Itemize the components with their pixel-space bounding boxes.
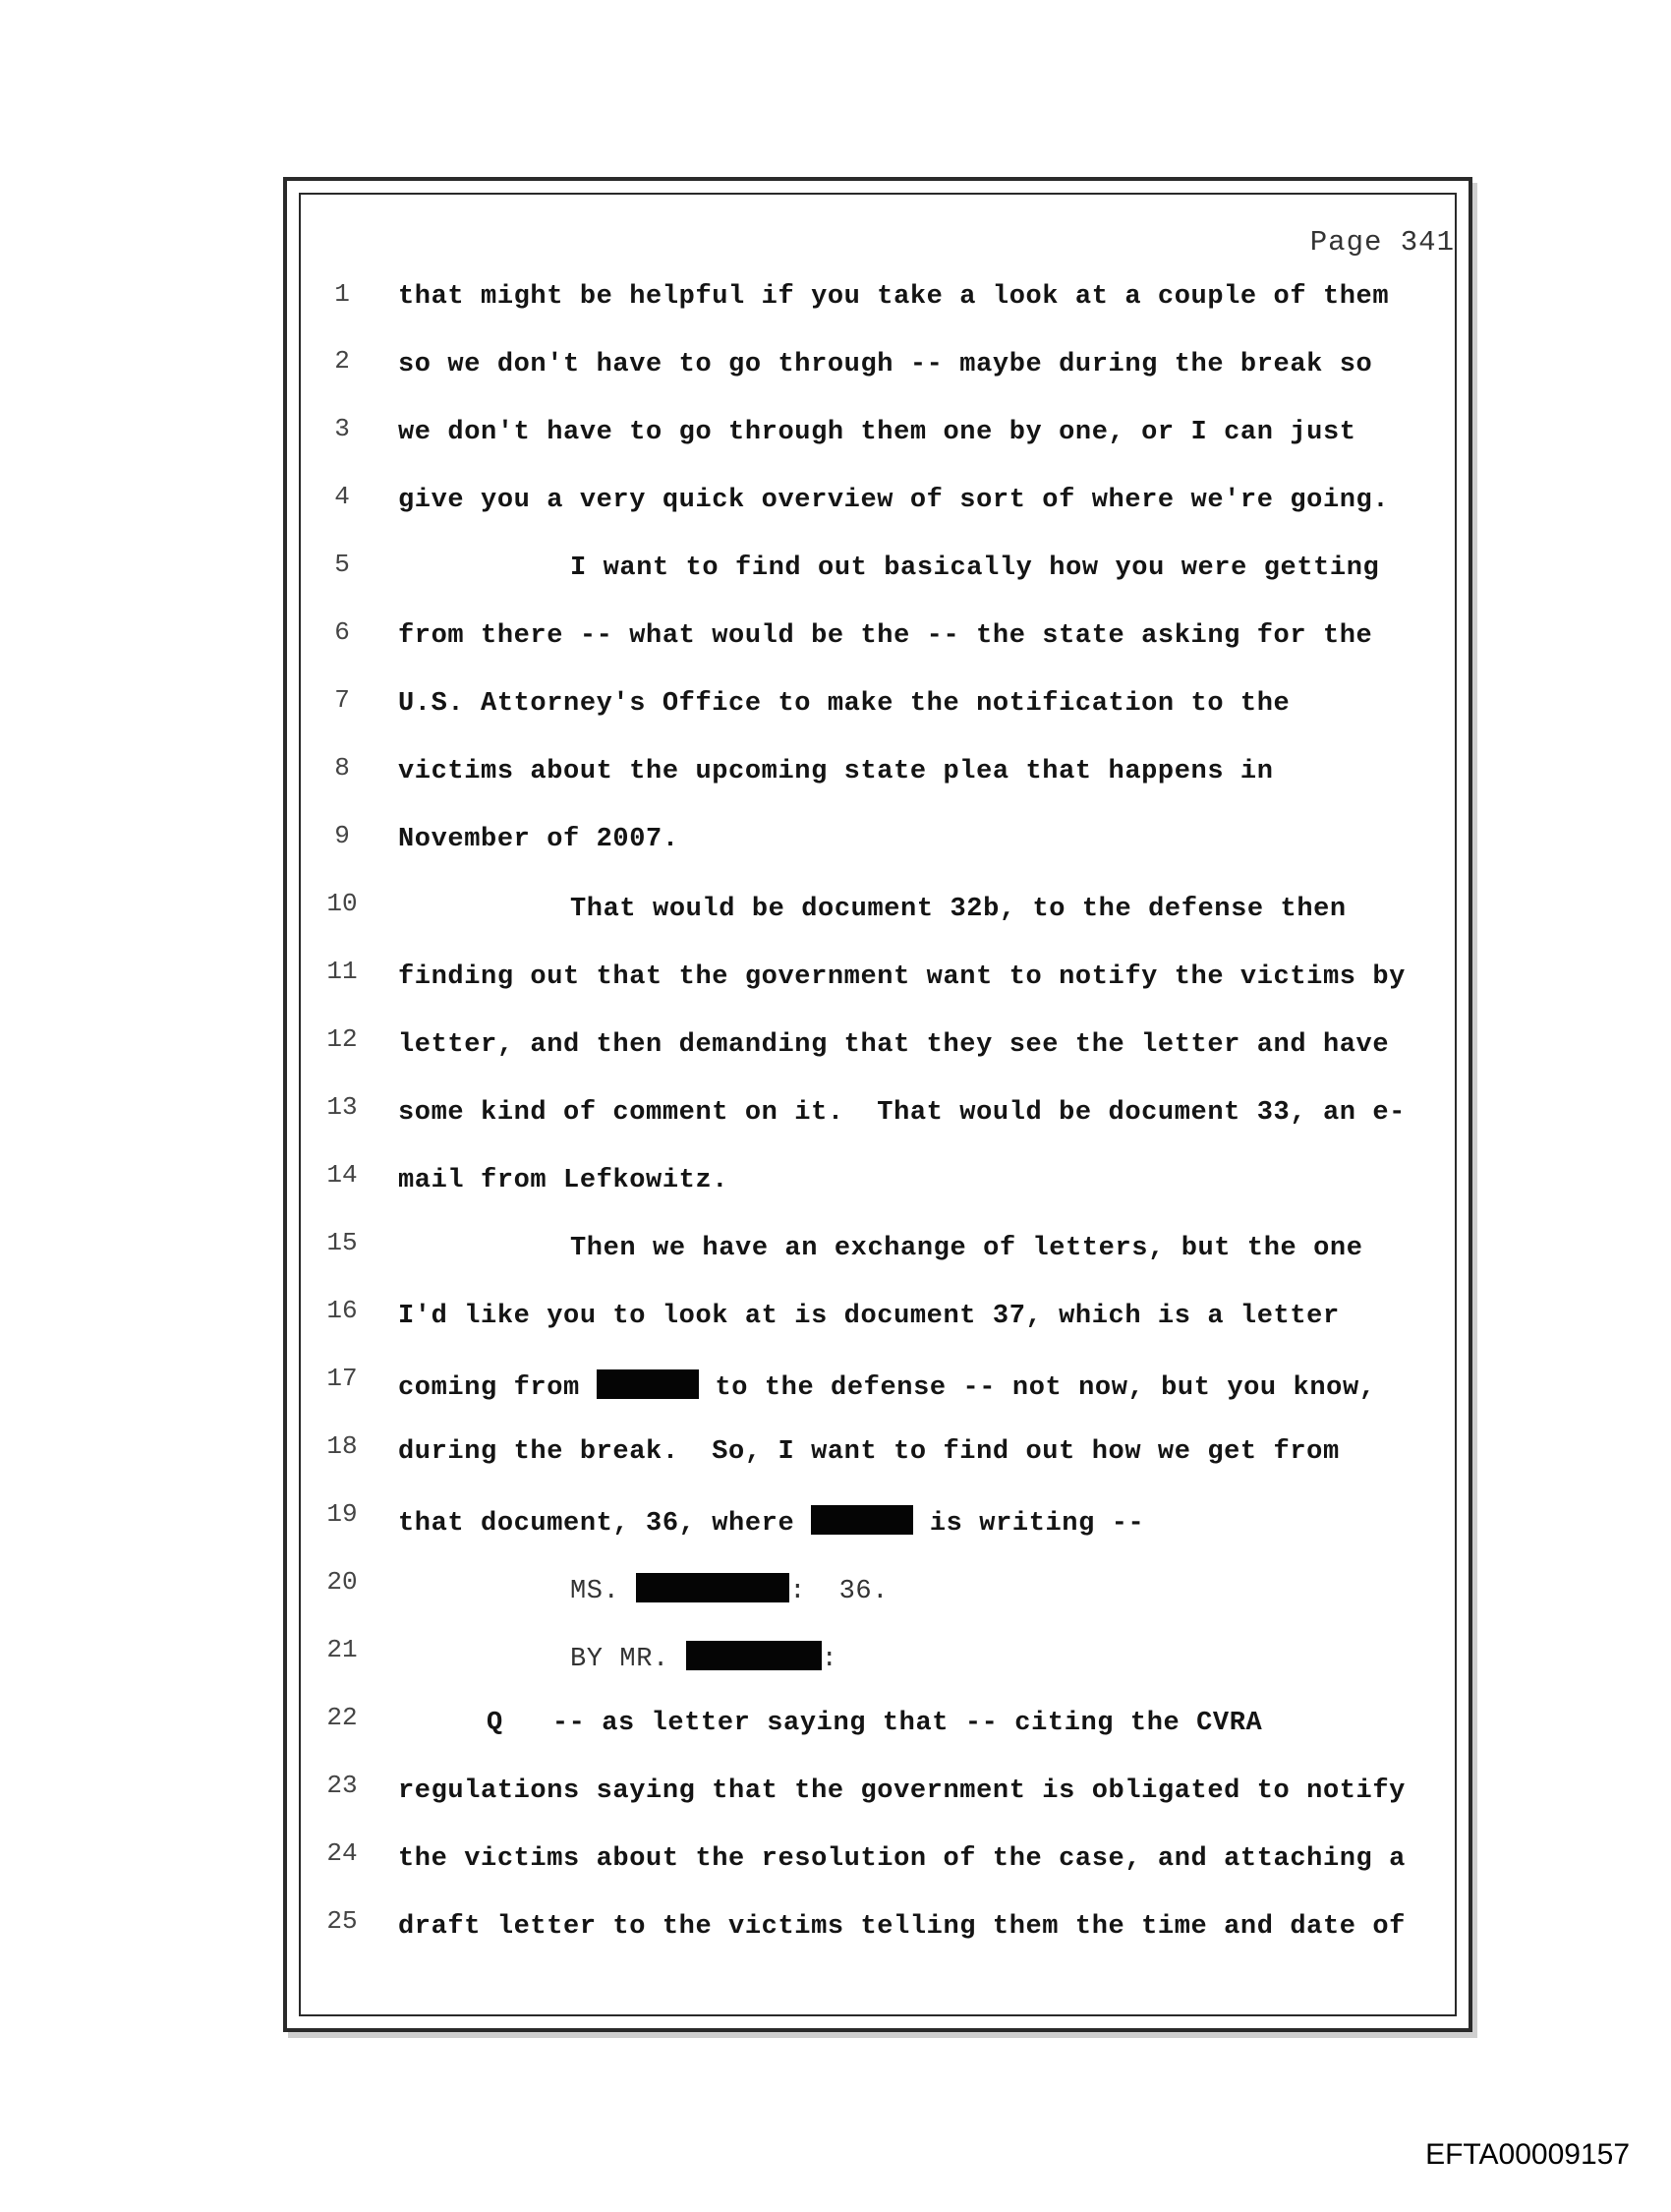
redaction-box	[597, 1369, 699, 1399]
transcript-line: I want to find out basically how you were getting	[570, 553, 1380, 583]
transcript-line: the victims about the resolution of the case, and attaching a	[398, 1844, 1406, 1874]
line-number: 17	[326, 1364, 358, 1393]
line-number: 18	[326, 1431, 358, 1461]
line-number: 1	[334, 279, 350, 309]
text-segment: that document, 36, where	[398, 1509, 812, 1539]
line-number: 3	[334, 414, 350, 443]
redaction-box	[686, 1641, 822, 1670]
transcript-line	[487, 1709, 1262, 1738]
line-number: 16	[326, 1296, 358, 1325]
line-number: 15	[326, 1228, 358, 1257]
line-number: 14	[326, 1160, 358, 1190]
line-number: 12	[326, 1024, 358, 1054]
speaker-label: MS.	[570, 1577, 637, 1606]
text-segment: is writing --	[913, 1509, 1145, 1539]
transcript-line: victims about the upcoming state plea that happens in	[398, 757, 1274, 786]
transcript-line	[398, 1505, 1144, 1539]
speaker-label: BY MR.	[570, 1645, 686, 1674]
transcript-line: give you a very quick overview of sort of where we're going.	[398, 486, 1390, 515]
line-number: 23	[326, 1771, 358, 1800]
text-segment: :	[821, 1645, 838, 1674]
transcript-line: that might be helpful if you take a look at a couple of them	[398, 282, 1390, 312]
transcript-line: November of 2007.	[398, 825, 679, 854]
line-number: 8	[334, 753, 350, 783]
transcript-line: finding out that the government want to notify the victims by	[398, 962, 1406, 992]
line-number: 7	[334, 685, 350, 715]
transcript-line: letter, and then demanding that they see the letter and have	[398, 1030, 1390, 1060]
transcript-line: regulations saying that the government is obligated to notify	[398, 1776, 1406, 1806]
question-marker: Q	[487, 1709, 503, 1738]
document-id: EFTA00009157	[1425, 2138, 1630, 2171]
line-number: 25	[326, 1906, 358, 1936]
line-number: 19	[326, 1499, 358, 1529]
transcript-line: from there -- what would be the -- the state asking for the	[398, 621, 1373, 651]
transcript-line	[570, 1641, 837, 1674]
transcript-line: U.S. Attorney's Office to make the notification to the	[398, 689, 1291, 719]
transcript-line: mail from Lefkowitz.	[398, 1166, 729, 1195]
transcript-line: Then we have an exchange of letters, but the one	[570, 1234, 1363, 1263]
transcript-line: draft letter to the victims telling them the time and date of	[398, 1912, 1406, 1942]
transcript-line	[398, 1369, 1376, 1403]
line-number: 10	[326, 889, 358, 918]
transcript-line: That would be document 32b, to the defense then	[570, 895, 1347, 924]
transcript-line: I'd like you to look at is document 37, which is a letter	[398, 1302, 1340, 1331]
line-number: 5	[334, 550, 350, 579]
line-number: 2	[334, 346, 350, 376]
line-number: 6	[334, 617, 350, 647]
line-number: 11	[326, 957, 358, 986]
line-number: 20	[326, 1567, 358, 1597]
line-number: 9	[334, 821, 350, 850]
text-segment: : 36.	[789, 1577, 890, 1606]
transcript-line: some kind of comment on it. That would be document 33, an e-	[398, 1098, 1406, 1128]
transcript-line: so we don't have to go through -- maybe during the break so	[398, 350, 1373, 379]
transcript-line: we don't have to go through them one by one, or I can just	[398, 418, 1356, 447]
line-number: 21	[326, 1635, 358, 1664]
transcript-line: during the break. So, I want to find out how we get from	[398, 1437, 1340, 1467]
text-segment: -- as letter saying that -- citing the CVRA	[551, 1709, 1263, 1738]
redaction-box	[811, 1505, 913, 1535]
redaction-box	[636, 1573, 789, 1602]
line-number: 13	[326, 1092, 358, 1122]
text-segment: coming from	[398, 1373, 597, 1403]
transcript-line	[570, 1573, 889, 1606]
line-number: 4	[334, 482, 350, 511]
page-number: Page 341	[1309, 226, 1455, 259]
line-number: 24	[326, 1838, 358, 1868]
line-number: 22	[326, 1703, 358, 1732]
text-segment: to the defense -- not now, but you know,	[698, 1373, 1376, 1403]
